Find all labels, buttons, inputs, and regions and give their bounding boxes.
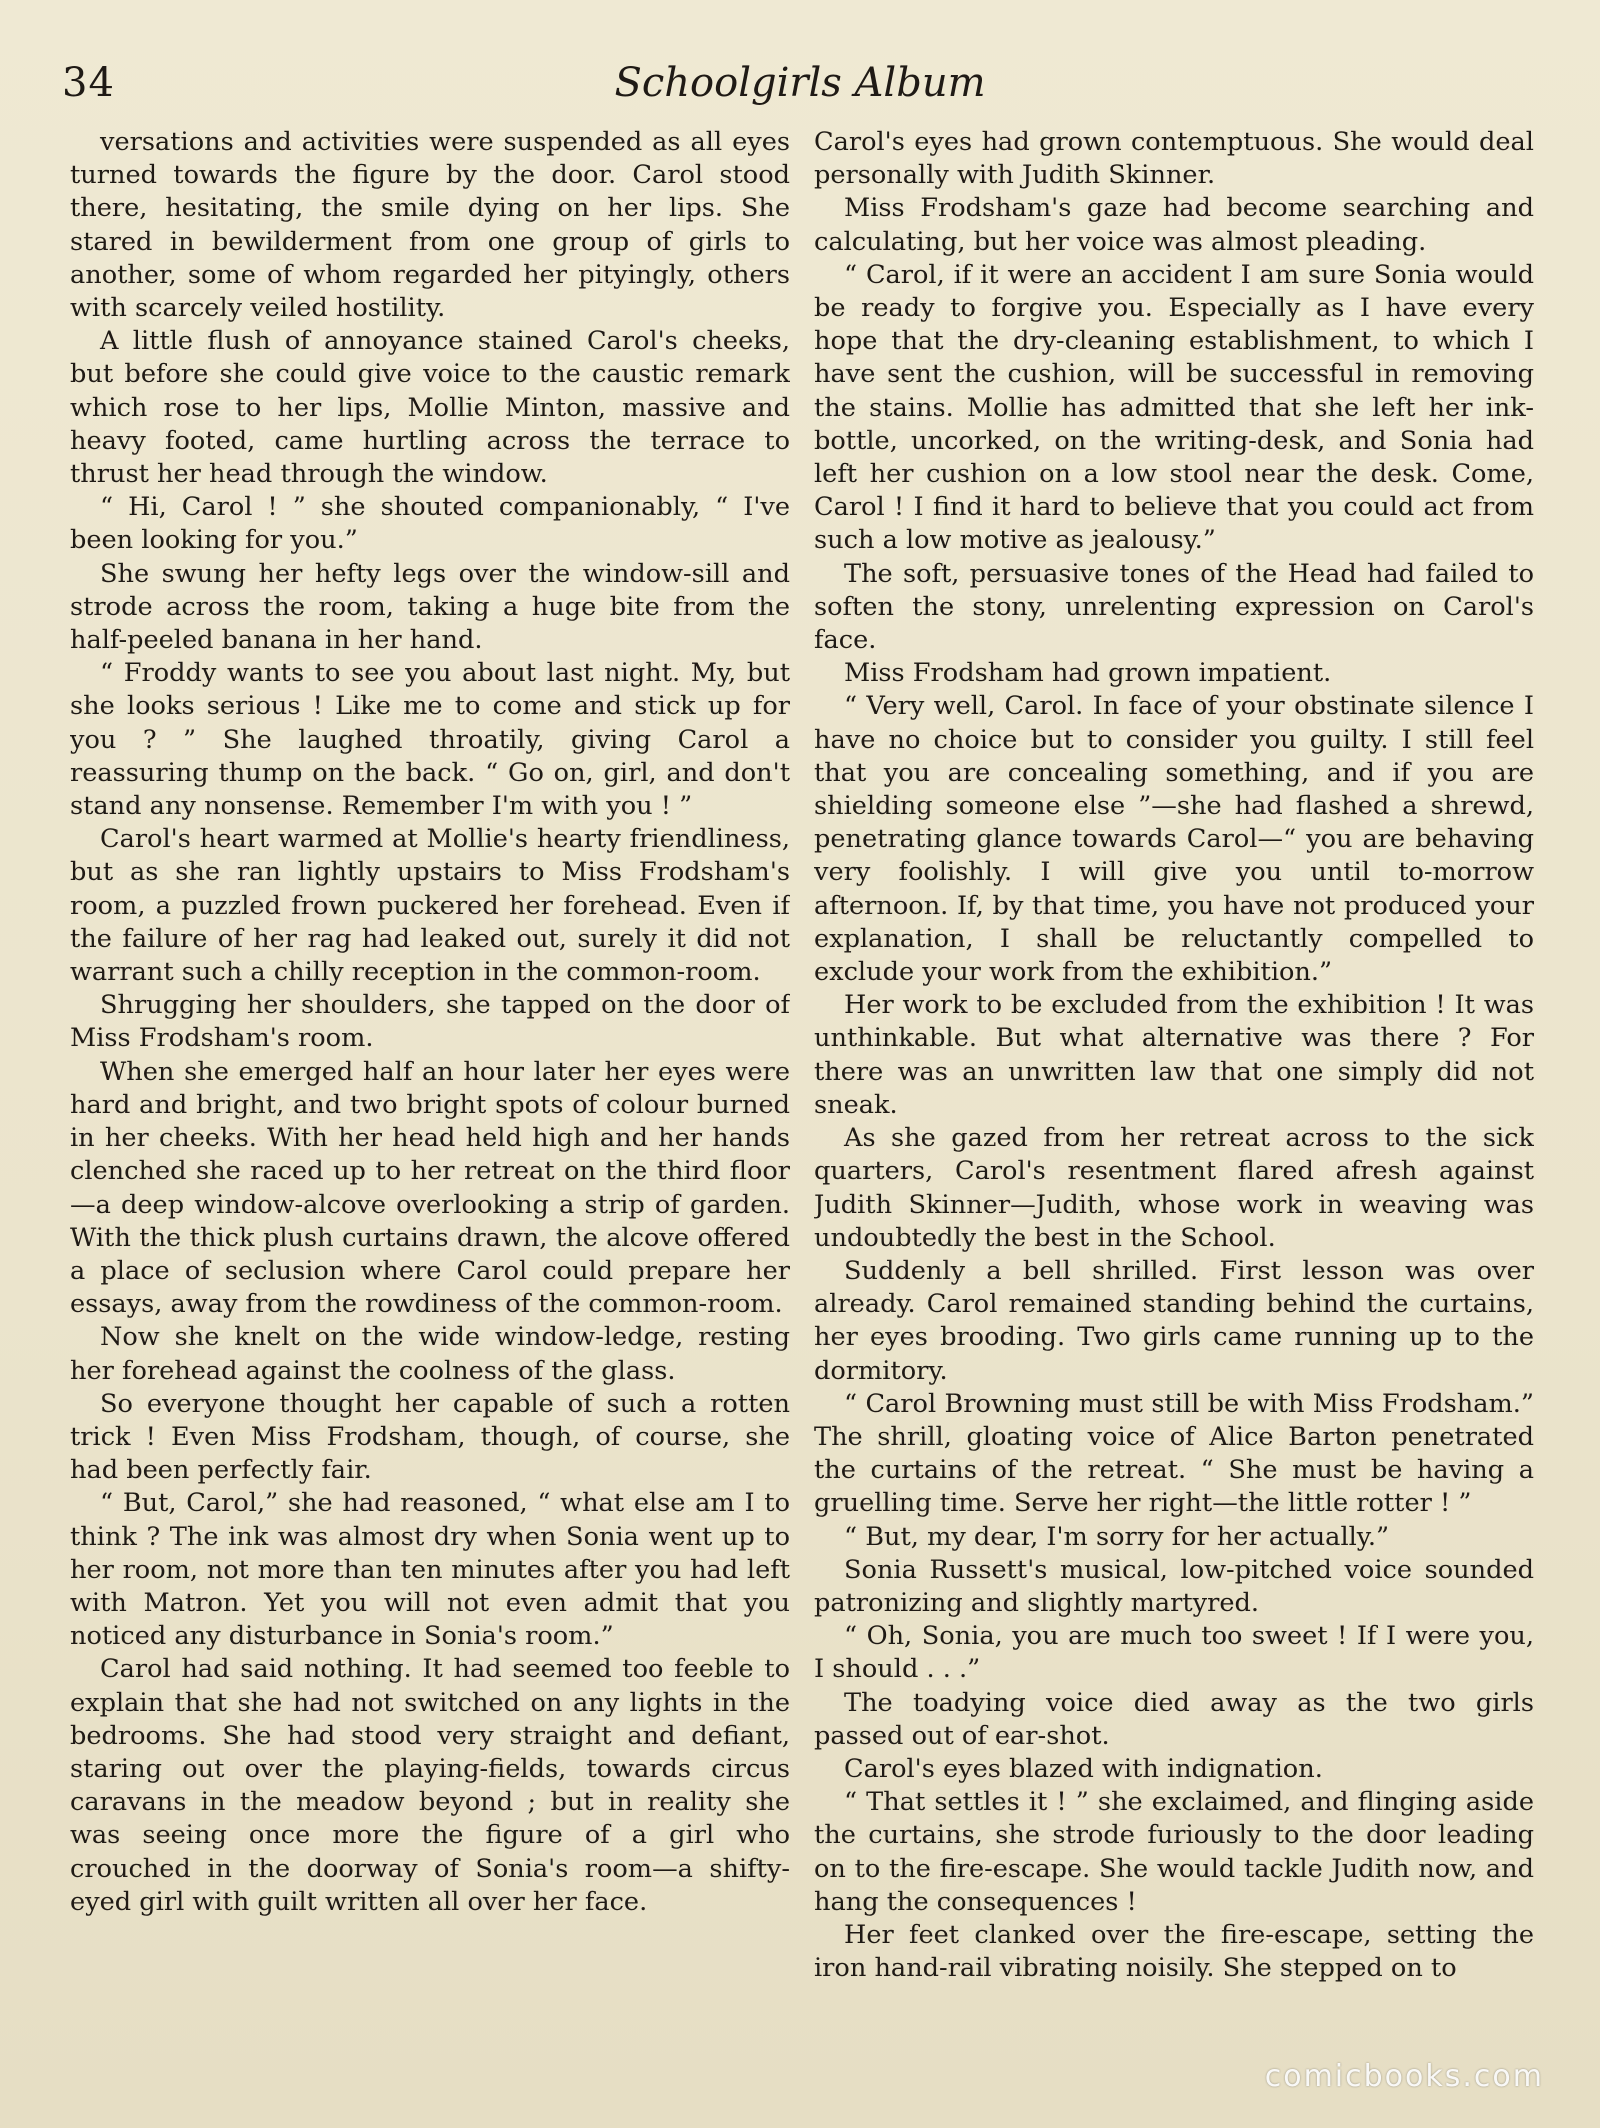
paragraph: As she gazed from her retreat across to the sick quarters, Carol's resentment flared afresh against Judith Skinner—Judith, whose work in weaving was undoubtedly the best in the School. <box>814 1123 1534 1253</box>
paragraph: Carol had said nothing. It had seemed too feeble to explain that she had not switched on any lights in the bedrooms. She had stood very straight and defiant, staring out over the playing-fields, towards circus caravans in the meadow beyond ; but in reality she was seeing once more the figure of a girl who crouched in the doorway of Sonia's room—a shifty-eyed girl with guilt written all over her face. <box>70 1654 790 1917</box>
paragraph: “ Carol, if it were an accident I am sure Sonia would be ready to forgive you. Especially as I have every hope that the dry-cleaning establishment, to which I have sent the cushion, will be successful in removing the stains. Mollie has admitted that she left her ink-bottle, uncorked, on the writing-desk, and Sonia had left her cushion on a low stool near the desk. Come, Carol ! I find it hard to believe that you could act from such a low motive as jealousy.” <box>814 259 1534 556</box>
paragraph: Miss Frodsham had grown impatient. <box>844 658 1332 689</box>
paragraph: “ Hi, Carol ! ” she shouted companionably, “ I've been looking for you.” <box>70 492 790 556</box>
page-number: 34 <box>62 60 115 106</box>
watermark: comicbooks.com <box>1264 2059 1544 2094</box>
paragraph: Shrugging her shoulders, she tapped on the door of Miss Frodsham's room. <box>70 990 790 1054</box>
paragraph: Now she knelt on the wide window-ledge, resting her forehead against the coolness of the glass. <box>70 1322 790 1386</box>
paragraph: “ But, Carol,” she had reasoned, “ what else am I to think ? The ink was almost dry when Sonia went up to her room, not more than ten minutes after you had left with Matron. Yet you will not even admit that you noticed any disturbance in Sonia's room.” <box>70 1488 790 1652</box>
text-columns <box>70 126 1534 2026</box>
paragraph: “ Oh, Sonia, you are much too sweet ! If I were you, I should . . .” <box>814 1621 1534 1685</box>
page-header <box>62 52 1538 112</box>
paragraph: The soft, persuasive tones of the Head had failed to soften the stony, unrelenting expression on Carol's face. <box>814 558 1534 656</box>
paragraph: “ Carol Browning must still be with Miss Frodsham.” The shrill, gloating voice of Alice Barton penetrated the curtains of the retreat. “ She must be having a gruelling time. Serve her right—the little rotter ! ” <box>814 1388 1534 1519</box>
running-title: Schoolgirls Album <box>614 60 986 106</box>
paragraph: A little flush of annoyance stained Carol's cheeks, but before she could give voice to the caustic remark which rose to her lips, Mollie Minton, massive and heavy footed, came hurtling across the terrace to thrust her head through the window. <box>70 326 790 490</box>
left-column <box>70 126 790 2026</box>
right-column <box>814 126 1534 2026</box>
paragraph: So everyone thought her capable of such a rotten trick ! Even Miss Frodsham, though, of course, she had been perfectly fair. <box>70 1388 790 1486</box>
paragraph: Suddenly a bell shrilled. First lesson was over already. Carol remained standing behind the curtains, her eyes brooding. Two girls came running up to the dormitory. <box>814 1255 1534 1386</box>
paragraph: When she emerged half an hour later her eyes were hard and bright, and two bright spots of colour burned in her cheeks. With her head held high and her hands clenched she raced up to her retreat on the third floor—a deep window-alcove overlooking a strip of garden. With the thick plush curtains drawn, the alcove offered a place of seclusion where Carol could prepare her essays, away from the rowdiness of the common-room. <box>70 1056 790 1320</box>
paragraph: The toadying voice died away as the two girls passed out of ear-shot. <box>814 1687 1534 1751</box>
paragraph: “ But, my dear, I'm sorry for her actually.” <box>844 1521 1390 1552</box>
paragraph: “ Very well, Carol. In face of your obstinate silence I have no choice but to consider you guilty. I still feel that you are concealing something, and if you are shielding someone else ”—she had flashed a shrewd, penetrating glance towards Carol—“ you are behaving very foolishly. I will give you until to-morrow afternoon. If, by that time, you have not produced your explanation, I shall be reluctantly compelled to exclude your work from the exhibition.” <box>814 691 1534 988</box>
paragraph: Carol's heart warmed at Mollie's hearty friendliness, but as she ran lightly upstairs to Miss Frodsham's room, a puzzled frown puckered her forehead. Even if the failure of her rag had leaked out, surely it did not warrant such a chilly reception in the common-room. <box>70 824 790 988</box>
paragraph: Her feet clanked over the fire-escape, setting the iron hand-rail vibrating noisily. She stepped on to <box>814 1919 1534 1984</box>
paragraph: “ Froddy wants to see you about last night. My, but she looks serious ! Like me to come and stick up for you ? ” She laughed throatily, giving Carol a reassuring thump on the back. “ Go on, girl, and don't stand any nonsense. Remember I'm with you ! ” <box>70 658 790 822</box>
paragraph: versations and activities were suspended as all eyes turned towards the figure by the door. Carol stood there, hesitating, the smile dying on her lips. She stared in bewilderment from one group of girls to another, some of whom regarded her pityingly, others with scarcely veiled hostility. <box>70 127 790 324</box>
paragraph: Sonia Russett's musical, low-pitched voice sounded patronizing and slightly martyred. <box>814 1554 1534 1618</box>
paragraph: Carol's eyes had grown contemptuous. She would deal personally with Judith Skinner. <box>814 127 1534 191</box>
paragraph: She swung her hefty legs over the window-sill and strode across the room, taking a huge bite from the half-peeled banana in her hand. <box>70 558 790 656</box>
paragraph: Miss Frodsham's gaze had become searching and calculating, but her voice was almost pleading. <box>814 193 1534 257</box>
paragraph: Her work to be excluded from the exhibition ! It was unthinkable. But what alternative was there ? For there was an unwritten law that one simply did not sneak. <box>814 990 1534 1120</box>
paragraph: “ That settles it ! ” she exclaimed, and flinging aside the curtains, she strode furiously to the door leading on to the fire-escape. She would tackle Judith now, and hang the consequences ! <box>814 1787 1534 1917</box>
paragraph: Carol's eyes blazed with indignation. <box>844 1753 1323 1784</box>
